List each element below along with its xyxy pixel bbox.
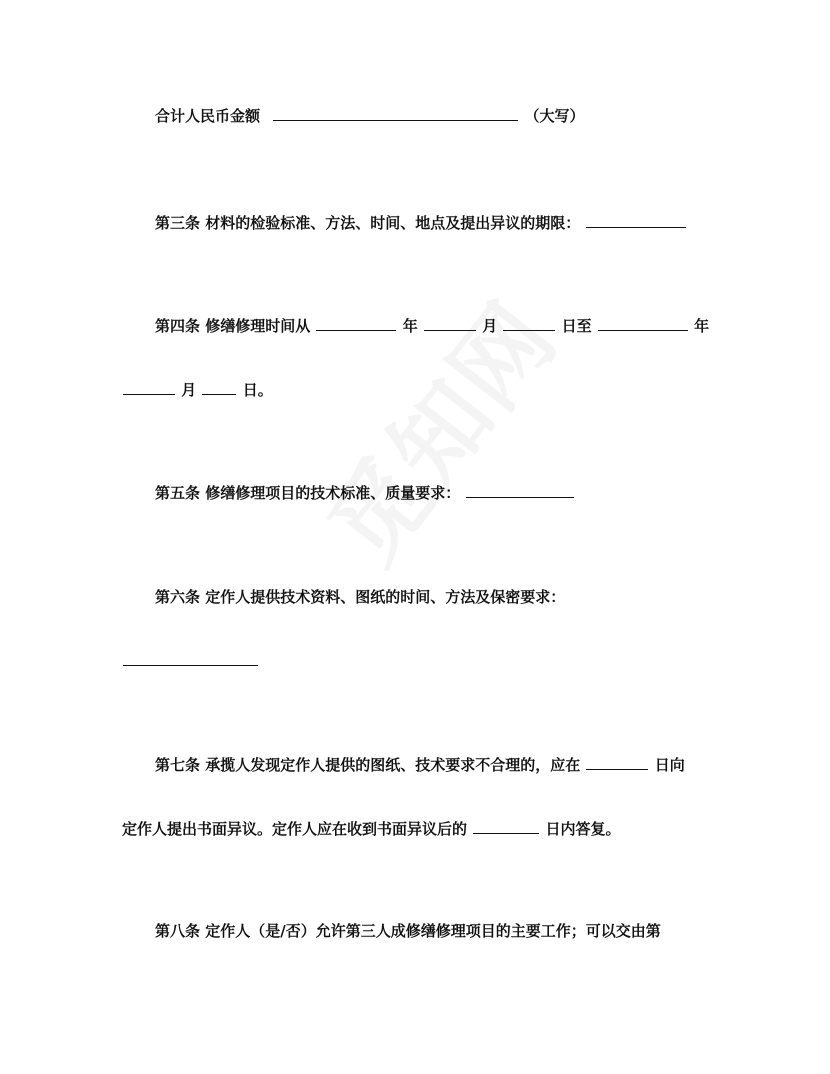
- end-year-blank[interactable]: [598, 314, 688, 331]
- month-label: 月: [482, 317, 498, 335]
- total-amount-label: 合计人民币金额: [155, 107, 261, 125]
- article-3: [155, 211, 687, 234]
- article-4: [155, 314, 709, 337]
- article-5-text: 第五条 修缮修理项目的技术标准、质量要求：: [155, 484, 461, 502]
- objection-days-blank[interactable]: [586, 753, 648, 770]
- start-day-blank[interactable]: [503, 314, 555, 331]
- article-8: [155, 920, 661, 942]
- article-7-text: 第七条 承揽人发现定作人提供的图纸、技术要求不合理的，应在: [155, 756, 581, 774]
- article-3-text: 第三条 材料的检验标准、方法、时间、地点及提出异议的期限：: [155, 214, 581, 232]
- article-5-blank[interactable]: [466, 481, 574, 498]
- article-7: [155, 753, 685, 776]
- start-month-blank[interactable]: [424, 314, 476, 331]
- total-amount-blank[interactable]: [273, 104, 518, 121]
- article-8-text: 第八条 定作人（是/否）允许第三人成修缮修理项目的主要工作；可以交由第: [155, 922, 661, 940]
- total-amount-suffix: （大写）: [524, 107, 585, 125]
- day-to-label: 日至: [561, 317, 592, 335]
- end-month-label: 月: [181, 381, 197, 399]
- end-day-label: 日。: [242, 381, 273, 399]
- total-amount-line: [155, 104, 585, 127]
- article-4-text: 第四条 修缮修理时间从: [155, 317, 311, 335]
- end-day-blank[interactable]: [202, 378, 236, 395]
- reply-days-blank[interactable]: [473, 817, 539, 834]
- article-6-blank[interactable]: [123, 649, 258, 666]
- end-year-label: 年: [694, 317, 710, 335]
- article-6-continued: [122, 649, 259, 672]
- article-7-continued: [122, 817, 621, 840]
- article-7-suffix: 日向: [654, 756, 685, 774]
- article-7b-suffix: 日内答复。: [545, 820, 621, 838]
- article-7b-text: 定作人提出书面异议。定作人应在收到书面异议后的: [122, 820, 468, 838]
- year-label: 年: [402, 317, 418, 335]
- end-month-blank[interactable]: [123, 378, 175, 395]
- article-4-continued: [122, 378, 273, 401]
- article-3-blank[interactable]: [586, 211, 686, 228]
- article-6: [155, 586, 565, 608]
- article-5: [155, 481, 575, 504]
- article-6-text: 第六条 定作人提供技术资料、图纸的时间、方法及保密要求：: [155, 588, 566, 606]
- start-year-blank[interactable]: [316, 314, 396, 331]
